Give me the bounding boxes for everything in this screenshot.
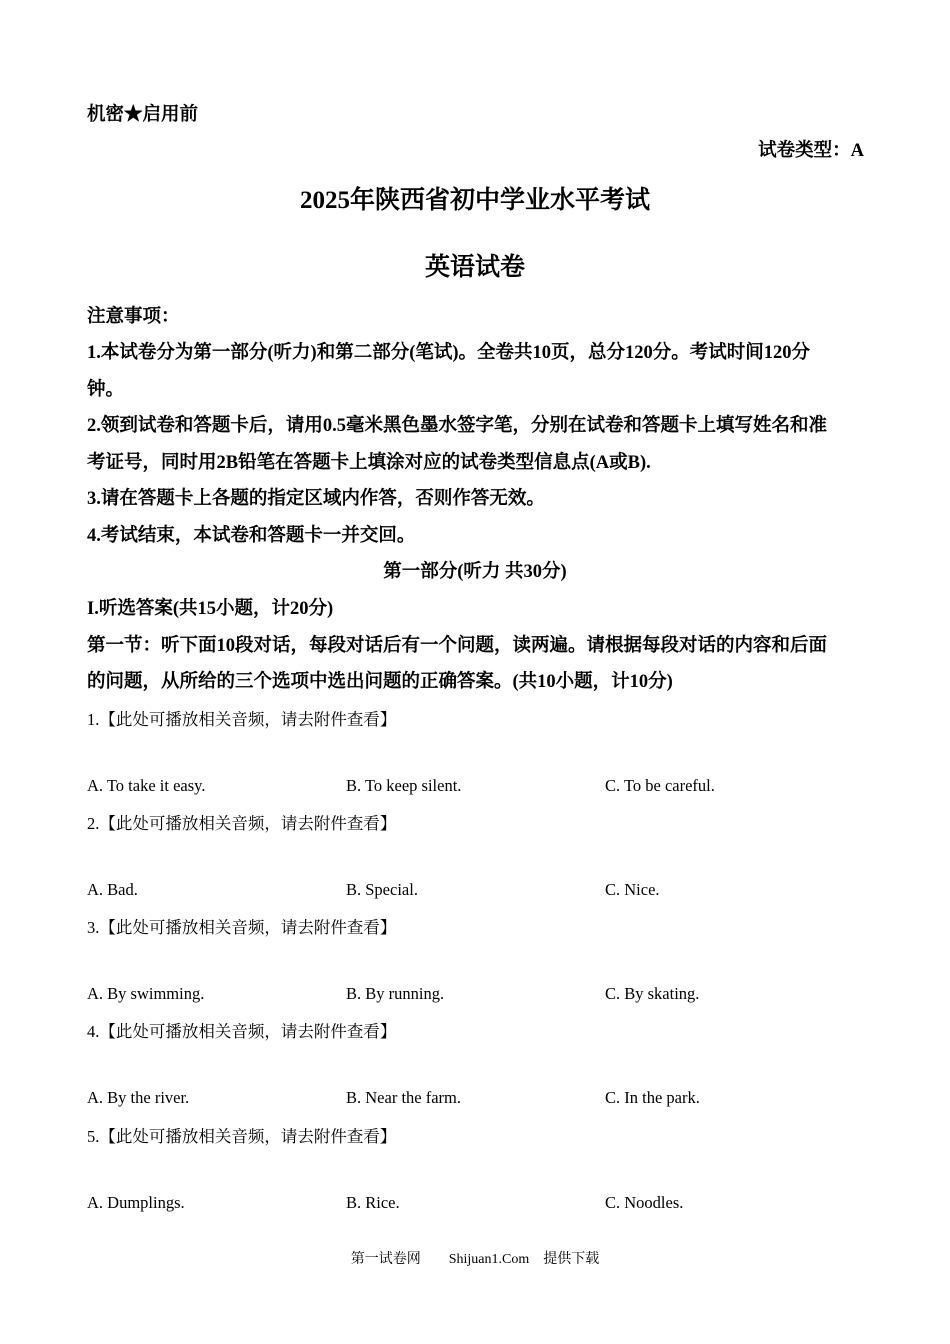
notes-item: 3.请在答题卡上各题的指定区域内作答，否则作答无效。 (87, 489, 545, 509)
section-instructions: 第一节：听下面10段对话，每段对话后有一个问题，读两遍。请根据每段对话的内容和后面 (87, 636, 828, 656)
notes-item: 2.领到试卷和答题卡后，请用0.5毫米黑色墨水签字笔，分别在试卷和答题卡上填写姓名和准 (87, 416, 828, 436)
confidential-label: 机密★启用前 (87, 105, 199, 125)
notes-item: 考证号，同时用2B铅笔在答题卡上填涂对应的试卷类型信息点(A或B). (87, 453, 651, 473)
option-c: C. Nice. (605, 880, 660, 899)
option-a: A. By the river. (87, 1088, 190, 1107)
option-a: A. Dumplings. (87, 1193, 185, 1212)
question-prompt[interactable]: 3.【此处可播放相关音频，请去附件查看】 (87, 918, 397, 937)
page-subtitle: 英语试卷 (424, 254, 525, 281)
question-prompt[interactable]: 4.【此处可播放相关音频，请去附件查看】 (87, 1022, 397, 1041)
section-heading: I.听选答案(共15小题，计20分) (87, 599, 334, 619)
part1-heading: 第一部分(听力 共30分) (383, 562, 567, 582)
question-prompt[interactable]: 2.【此处可播放相关音频，请去附件查看】 (87, 814, 397, 833)
notes-item: 4.考试结束，本试卷和答题卡一并交回。 (87, 526, 416, 546)
option-a: A. By swimming. (87, 984, 205, 1003)
option-b: B. By running. (346, 984, 445, 1003)
option-a: A. To take it easy. (87, 776, 206, 795)
question-prompt[interactable]: 5.【此处可播放相关音频，请去附件查看】 (87, 1127, 397, 1146)
option-b: B. Special. (346, 880, 418, 899)
page-title: 2025年陕西省初中学业水平考试 (299, 187, 650, 214)
option-b: B. Rice. (346, 1193, 400, 1212)
option-c: C. In the park. (605, 1088, 700, 1107)
notes-item: 钟。 (87, 380, 125, 400)
option-a: A. Bad. (87, 880, 138, 899)
option-c: C. By skating. (605, 984, 700, 1003)
option-c: C. To be careful. (605, 776, 715, 795)
page-footer: 第一试卷网 Shijuan1.Com 提供下载 (350, 1252, 600, 1267)
notes-item: 1.本试卷分为第一部分(听力)和第二部分(笔试)。全卷共10页，总分120分。考试时间120分 (87, 343, 811, 363)
paper-type-label: 试卷类型：A (758, 141, 864, 161)
option-b: B. Near the farm. (346, 1088, 461, 1107)
section-instructions: 的问题，从所给的三个选项中选出问题的正确答案。(共10小题，计10分) (87, 672, 673, 692)
option-c: C. Noodles. (605, 1193, 684, 1212)
notes-heading: 注意事项： (87, 307, 180, 327)
option-b: B. To keep silent. (346, 776, 462, 795)
question-prompt[interactable]: 1.【此处可播放相关音频，请去附件查看】 (87, 710, 397, 729)
